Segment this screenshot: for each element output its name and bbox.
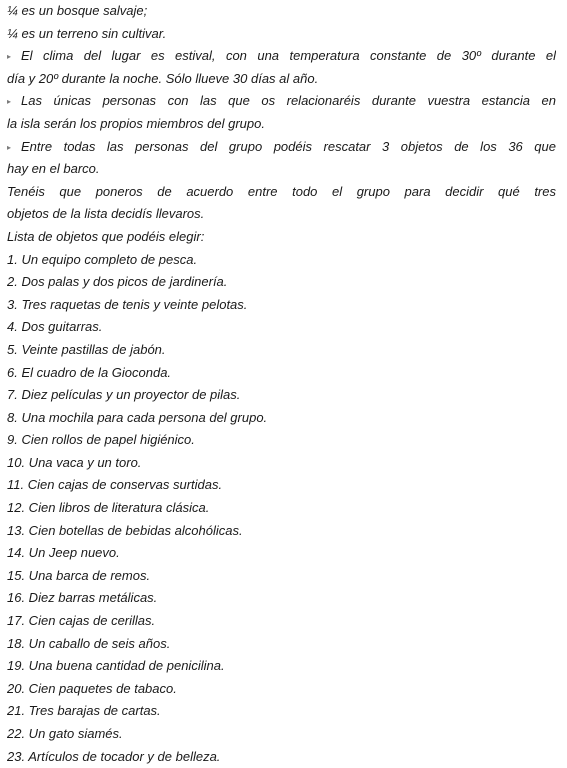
intro-line-land: ¼ es un terreno sin cultivar. [7, 25, 167, 41]
agreement-line-1: Tenéis que poneros de acuerdo entre todo el grupo para decidir qué tres [7, 183, 556, 199]
list-item: 10. Una vaca y un toro. [7, 454, 142, 470]
list-item: 16. Diez barras metálicas. [7, 590, 158, 606]
list-item: 8. Una mochila para cada persona del grupo. [7, 409, 268, 425]
list-item: 7. Diez películas y un proyector de pilas. [7, 387, 241, 403]
list-item: 13. Cien botellas de bebidas alcohólicas. [7, 522, 243, 538]
list-item: 4. Dos guitarras. [7, 319, 103, 335]
list-item: 14. Un Jeep nuevo. [7, 545, 120, 561]
document-page [7, 0, 556, 768]
bullet-people-text: Las únicas personas con las que os relacionaréis durante vuestra estancia en [21, 93, 556, 109]
list-item: 6. El cuadro de la Gioconda. [7, 364, 172, 380]
agreement-line-2: objetos de la lista decidís llevaros. [7, 206, 205, 222]
object-list [7, 249, 556, 768]
list-item: 22. Un gato siamés. [7, 726, 123, 741]
list-item: 18. Un caballo de seis años. [7, 635, 171, 651]
list-item: 20. Cien paquetes de tabaco. [7, 680, 177, 696]
triangle-bullet-icon: ▸ [7, 52, 12, 62]
bullet-people-line-2: la isla serán los propios miembros del grupo. [7, 115, 265, 131]
bullet-rescue-line-1 [7, 136, 556, 159]
bullet-people-line-1 [7, 90, 556, 113]
list-item: 2. Dos palas y dos picos de jardinería. [7, 274, 228, 290]
triangle-bullet-icon: ▸ [7, 97, 12, 107]
list-item: 21. Tres barajas de cartas. [7, 703, 161, 719]
list-item: 17. Cien cajas de cerillas. [7, 613, 156, 629]
bullet-climate-line-1 [7, 45, 556, 68]
list-item: 11. Cien cajas de conservas surtidas. [7, 477, 223, 493]
list-item: 23. Artículos de tocador y de belleza. [7, 748, 221, 764]
list-item: 5. Veinte pastillas de jabón. [7, 341, 166, 357]
intro-line-forest: ¼ es un bosque salvaje; [7, 3, 148, 18]
list-item: 9. Cien rollos de papel higiénico. [7, 432, 195, 448]
list-item: 15. Una barca de remos. [7, 567, 151, 583]
list-item: 19. Una buena cantidad de penicilina. [7, 658, 225, 674]
list-item: 12. Cien libros de literatura clásica. [7, 500, 210, 516]
bullet-rescue-line-2: hay en el barco. [7, 161, 100, 177]
list-item: 3. Tres raquetas de tenis y veinte pelotas. [7, 296, 248, 312]
bullet-climate-text: El clima del lugar es estival, con una temperatura constante de 30º durante el [21, 48, 556, 64]
bullet-rescue-text: Entre todas las personas del grupo podéis rescatar 3 objetos de los 36 que [21, 138, 556, 154]
list-item: 1. Un equipo completo de pesca. [7, 251, 198, 267]
list-heading: Lista de objetos que podéis elegir: [7, 228, 205, 244]
triangle-bullet-icon: ▸ [7, 142, 12, 152]
bullet-climate-line-2: día y 20º durante la noche. Sólo llueve 30 días al año. [7, 70, 319, 86]
